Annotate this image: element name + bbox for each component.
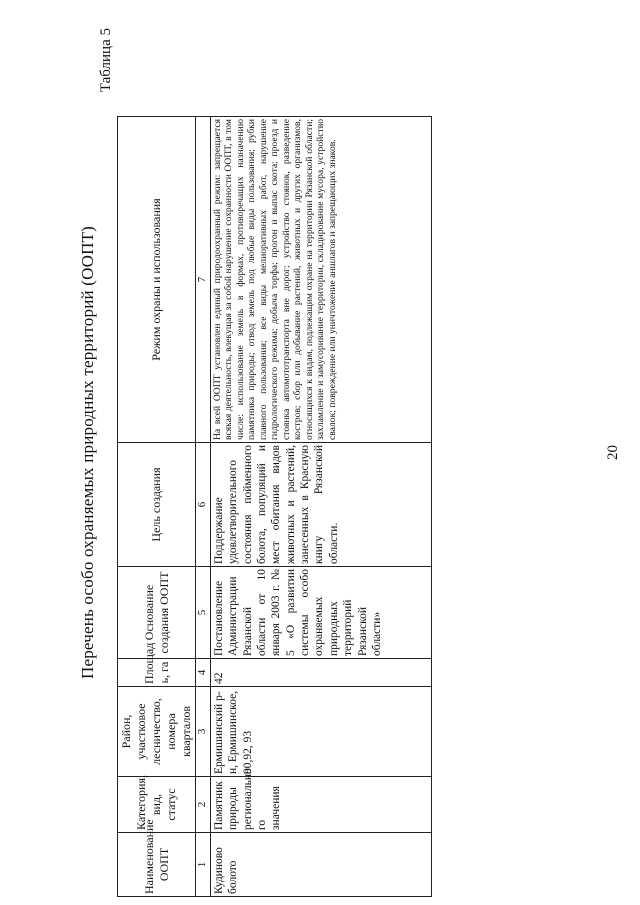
page-number: 20 <box>605 445 621 460</box>
column-number: 2 <box>196 777 211 833</box>
header-name: Наименование ООПТ <box>118 833 196 897</box>
header-district: Район, участковое лесничество, номера кварталов <box>118 687 196 777</box>
cell-basis: Постановление Администрации Рязанской области от 10 января 2003 г. № 5 «О развитии системы особо охраняемых природных территорий Рязанской области» <box>210 567 431 659</box>
header-regime: Режим охраны и использования <box>118 117 196 443</box>
header-area: Площад ь, га <box>118 659 196 687</box>
document-title: Перечень особо охраняемых природных территорий (ООПТ) <box>78 226 97 680</box>
column-number: 3 <box>196 687 211 777</box>
protected-areas-table <box>117 116 432 897</box>
cell-category: Памятник природы регионально го значения <box>210 777 431 833</box>
cell-district: Ермишинский р-н, Ермишинское, 90,92, 93 <box>210 687 431 777</box>
table-number: Таблица 5 <box>98 28 114 93</box>
cell-regime: На всей ООПТ установлен единый природоохранный режим: запрещается всякая деятельность, влекущая за собой нарушение сохранности ООПТ, в том числе: использование земель в формах, противоречащих назначению памятника природы; отвод земель под любые виды пользования; рубки главного пользования; все виды мелиоративных работ, нарушение гидрологического режима; добыча торфа; прогон и выпас скота; проезд и стоянка автомототранспорта вне дорог; устройство стоянок, разведение костров; сбор или добывание растений, животных и других организмов, относящихся к видам, подлежащим охране на территории Рязанской области; захламление и замусоривание территории, складирование мусора, устройство свалок; повреждение или уничтожение аншлагов и запрещающих знаков. <box>210 117 431 443</box>
cell-purpose: Поддержание удовлетворительного состояния пойменного болота, популяций и мест обитания видов животных и растений, занесенных в Красную книгу Рязанской области. <box>210 443 431 567</box>
column-number: 7 <box>196 117 211 443</box>
column-number: 6 <box>196 443 211 567</box>
column-number: 1 <box>196 833 211 897</box>
header-category: Категория, вид, статус <box>118 777 196 833</box>
column-number: 4 <box>196 659 211 687</box>
header-purpose: Цель создания <box>118 443 196 567</box>
cell-area: 42 <box>210 659 431 687</box>
cell-name: Кудиново болото <box>210 833 431 897</box>
column-number: 5 <box>196 567 211 659</box>
column-number-row <box>196 117 211 897</box>
header-basis: Основание создания ООПТ <box>118 567 196 659</box>
table-header-row <box>118 117 196 897</box>
table-row <box>210 117 431 897</box>
